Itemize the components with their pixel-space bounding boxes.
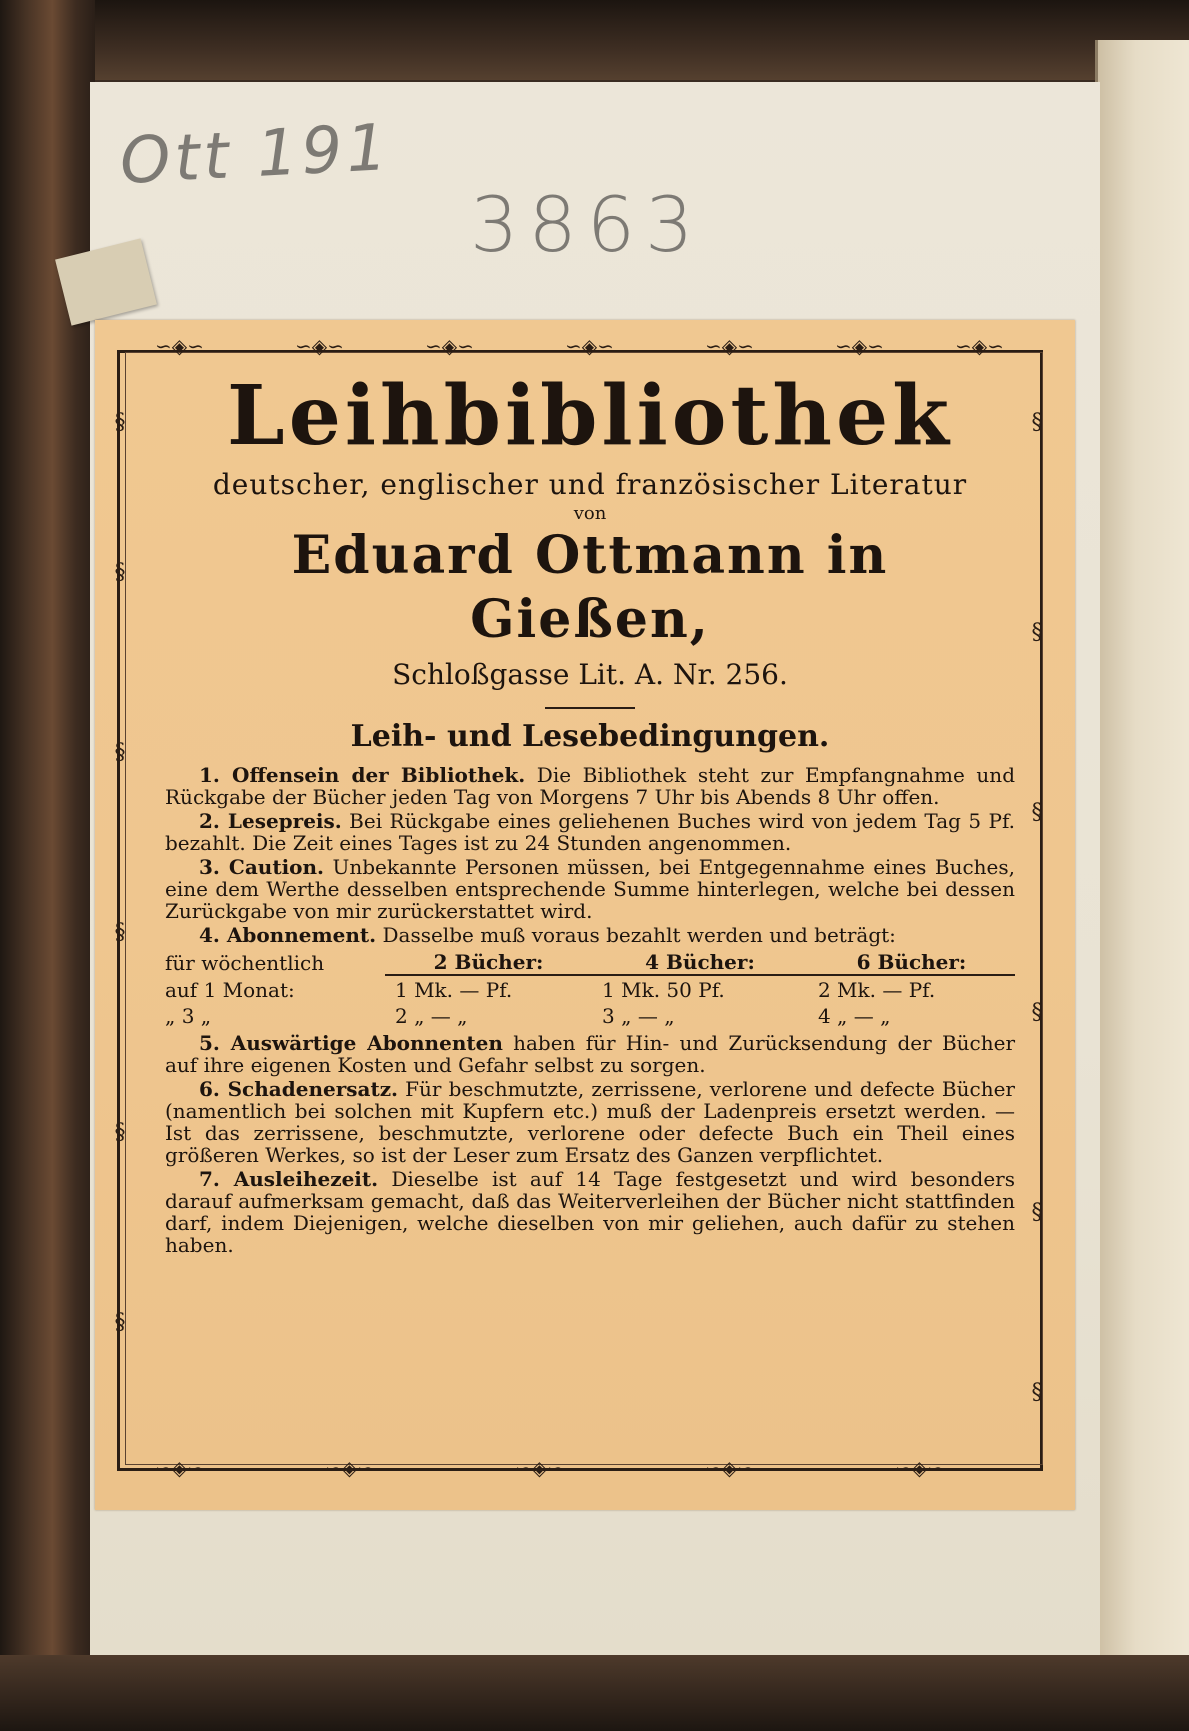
condition-paragraph: 4. Abonnement. Dasselbe muß voraus bezahlt werden und beträgt: <box>199 923 896 947</box>
label-title: Leihbibliothek <box>227 368 953 464</box>
table-cell: 3 „ — „ <box>602 1004 675 1028</box>
label-address: Schloßgasse Lit. A. Nr. 256. <box>392 658 788 691</box>
ornament-icon: ∽◈∽ <box>155 334 204 358</box>
label-owner: Eduard Ottmann in Gießen, <box>291 525 889 650</box>
ornament-icon: ∽◈∽ <box>955 334 1004 358</box>
table-header: 2 Bücher: <box>385 948 592 975</box>
table-cell: 1 Mk. — Pf. <box>395 978 513 1002</box>
ornament-icon: § <box>1031 1000 1043 1025</box>
ornament-icon: § <box>1031 620 1043 645</box>
ornament-icon: ∽◈∽ <box>325 1456 374 1480</box>
ornament-icon: ∽◈∽ <box>895 1456 944 1480</box>
table-row <box>165 975 1015 1002</box>
ornament-icon: ∽◈∽ <box>705 1456 754 1480</box>
table-cell: für wöchentlich <box>165 951 325 975</box>
conditions-title: Leih- und Lesebedingungen. <box>350 719 830 754</box>
ornament-icon: ∽◈∽ <box>295 334 344 358</box>
table-cell: 2 „ — „ <box>395 1004 468 1028</box>
abonnement-table <box>165 948 1015 1028</box>
table-cell: auf 1 Monat: <box>165 978 295 1002</box>
table-cell: 1 Mk. 50 Pf. <box>602 978 725 1002</box>
condition-paragraph: 1. Offensein der Bibliothek. Die Bibliothek steht zur Empfangnahme und Rückgabe der Bücher jeden Tag von Morgens 7 Uhr bis Abends 8 Uhr offen. <box>165 763 1015 809</box>
ornament-icon: § <box>1031 410 1043 435</box>
ornament-icon: ∽◈∽ <box>425 334 474 358</box>
label-subtitle: deutscher, englischer und französischer Literatur <box>212 468 968 501</box>
ornament-icon: § <box>1031 1200 1043 1225</box>
table-row <box>165 948 1015 975</box>
condition-paragraph: 5. Auswärtige Abonnenten haben für Hin- und Zurücksendung der Bücher auf ihre eigenen Kosten und Gefahr selbst zu sorgen. <box>165 1031 1015 1077</box>
ornament-icon: § <box>114 410 126 435</box>
condition-paragraph: 2. Lesepreis. Bei Rückgabe eines geliehenen Buches wird von jedem Tag 5 Pf. bezahlt. Die Zeit eines Tages ist zu 24 Stunden angenommen. <box>165 809 1015 855</box>
table-row <box>165 1002 1015 1028</box>
facing-page-edge <box>1095 40 1189 1680</box>
ornament-icon: § <box>1031 1380 1043 1405</box>
ornament-icon: ∽◈∽ <box>835 334 884 358</box>
ornament-icon: § <box>114 740 126 765</box>
divider <box>545 707 635 709</box>
ornament-icon: § <box>114 1120 126 1145</box>
ornament-icon: § <box>114 560 126 585</box>
cover-top-edge <box>0 0 1189 80</box>
label-von: von <box>573 503 607 524</box>
cover-bottom-edge <box>0 1655 1189 1731</box>
inventory-number-handwriting: 3863 <box>470 180 704 269</box>
ornament-icon: § <box>114 1310 126 1335</box>
table-cell: 4 „ — „ <box>817 1004 891 1028</box>
ornament-icon: ∽◈∽ <box>515 1456 564 1480</box>
condition-paragraph: 6. Schadenersatz. Für beschmutzte, zerrissene, verlorene und defecte Bücher (namentlich bei solchen mit Kupfern etc.) muß der Ladenpreis ersetzt werden. — Ist das zerrissene, beschmutzte, verlorene oder defecte Buch ein Theil eines größeren Werkes, so ist der Leser zum Ersatz des Ganzen verpflichtet. <box>165 1077 1015 1167</box>
ornament-icon: ∽◈∽ <box>565 334 614 358</box>
ornament-icon: ∽◈∽ <box>155 1456 204 1480</box>
label-content <box>165 360 1015 1258</box>
library-label <box>95 320 1075 1510</box>
condition-paragraph: 3. Caution. Unbekannte Personen müssen, bei Entgegennahme eines Buches, eine dem Werthe desselben entsprechende Summe hinterlegen, welche bei dessen Zurückgabe von mir zurückerstattet wird. <box>165 855 1015 923</box>
table-cell: „ 3 „ <box>165 1004 212 1028</box>
ornament-icon: § <box>1031 800 1043 825</box>
table-header: 4 Bücher: <box>592 948 808 975</box>
table-header: 6 Bücher: <box>808 948 1015 975</box>
condition-paragraph: 7. Ausleihezeit. Dieselbe ist auf 14 Tage festgesetzt und wird besonders darauf aufmerksam gemacht, daß das Weiterverleihen der Bücher nicht stattfinden darf, indem Diejenigen, welche dieselben von mir geliehen, auch dafür zu stehen haben. <box>165 1167 1015 1257</box>
ornament-icon: ∽◈∽ <box>705 334 754 358</box>
shelfmark-handwriting: Ott 191 <box>118 110 393 200</box>
ornament-icon: § <box>114 920 126 945</box>
table-cell: 2 Mk. — Pf. <box>817 978 936 1002</box>
